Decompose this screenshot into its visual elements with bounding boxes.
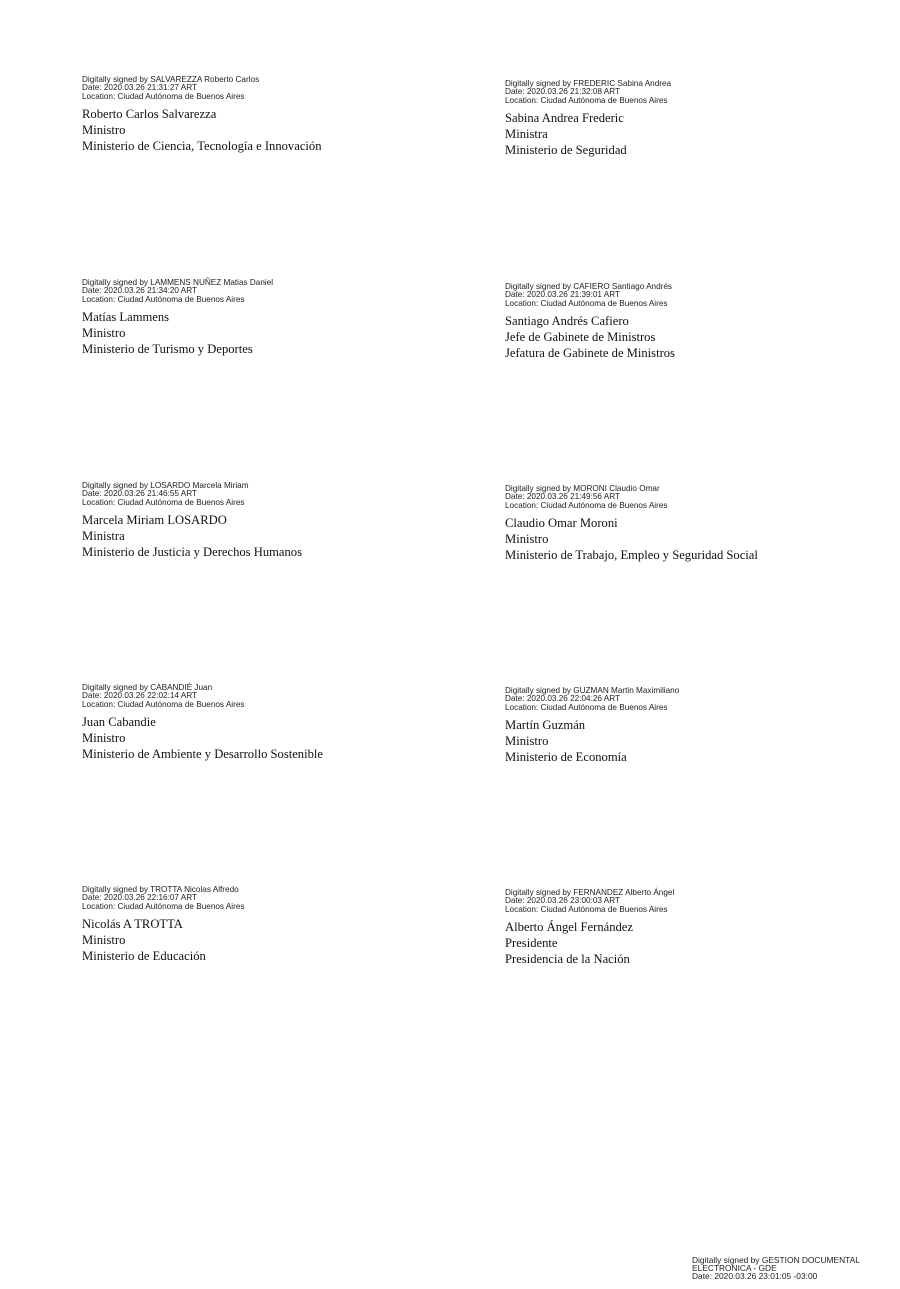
signature-date: Date: 2020.03.26 21:39:01 ART xyxy=(505,290,621,300)
gde-signature-date: Date: 2020.03.26 23:01:05 -03:00 xyxy=(692,1271,818,1282)
signature-block xyxy=(505,283,675,361)
signer-office: Ministerio de Turismo y Deportes xyxy=(82,342,253,357)
digital-signature-stamp xyxy=(82,886,245,911)
signature-location: Location: Ciudad Autónoma de Buenos Aires xyxy=(505,904,668,914)
signer-name: Matías Lammens xyxy=(82,310,170,325)
signer-name: Martín Guzmán xyxy=(505,718,586,733)
signer-role: Ministro xyxy=(82,326,126,341)
signature-location: Location: Ciudad Autónoma de Buenos Aires xyxy=(82,91,245,101)
signer-office: Ministerio de Justicia y Derechos Humanos xyxy=(82,545,302,560)
signature-date: Date: 2020.03.26 22:02:14 ART xyxy=(82,691,198,701)
signer-name: Juan Cabandie xyxy=(82,715,156,730)
signer-name: Nicolás A TROTTA xyxy=(82,917,183,932)
digital-signature-stamp xyxy=(505,485,758,510)
signer-role: Ministro xyxy=(505,532,549,547)
signer-role: Ministra xyxy=(505,127,548,142)
digital-signature-stamp xyxy=(82,684,323,709)
signer-role: Ministro xyxy=(505,734,549,749)
signer-role: Jefe de Gabinete de Ministros xyxy=(505,330,656,345)
signer-role: Ministro xyxy=(82,123,126,138)
signed-by-line: Digitally signed by GUZMAN Martin Maximiliano xyxy=(505,686,680,695)
signer-office: Ministerio de Ambiente y Desarrollo Sostenible xyxy=(82,747,323,762)
signature-date: Date: 2020.03.26 21:32:08 ART xyxy=(505,87,621,97)
signed-by-line: Digitally signed by LOSARDO Marcela Miriam xyxy=(82,481,249,490)
signed-by-line: Digitally signed by CABANDIÉ Juan xyxy=(82,683,213,692)
signature-date: Date: 2020.03.26 21:49:56 ART xyxy=(505,492,621,502)
signer-office: Jefatura de Gabinete de Ministros xyxy=(505,346,675,361)
signer-name: Alberto Ángel Fernández xyxy=(505,920,633,935)
digital-signature-stamp xyxy=(505,687,679,712)
gde-signature-stamp xyxy=(692,1256,860,1281)
signer-role: Ministra xyxy=(82,529,125,544)
signer-name: Marcela Miriam LOSARDO xyxy=(82,513,227,528)
signed-by-line: Digitally signed by FERNANDEZ Alberto Ángel xyxy=(505,888,675,897)
signature-block xyxy=(505,485,758,563)
signed-by-line: Digitally signed by MORONI Claudio Omar xyxy=(505,484,660,493)
signer-office: Ministerio de Economía xyxy=(505,750,627,765)
signed-by-line: Digitally signed by SALVAREZZA Roberto Carlos xyxy=(82,75,260,84)
signature-date: Date: 2020.03.26 21:46:55 ART xyxy=(82,489,198,499)
signer-role: Presidente xyxy=(505,936,558,951)
signature-block xyxy=(505,687,679,765)
signature-location: Location: Ciudad Autónoma de Buenos Aires xyxy=(82,497,245,507)
signature-date: Date: 2020.03.26 22:16:07 ART xyxy=(82,893,198,903)
digital-signature-stamp xyxy=(82,76,322,101)
signer-office: Ministerio de Seguridad xyxy=(505,143,627,158)
signature-location: Location: Ciudad Autónoma de Buenos Aires xyxy=(82,699,245,709)
signer-office: Ministerio de Ciencia, Tecnología e Innovación xyxy=(82,139,322,154)
signed-by-line: Digitally signed by FREDERIC Sabina Andrea xyxy=(505,79,672,88)
signer-office: Ministerio de Educación xyxy=(82,949,206,964)
digital-signature-stamp xyxy=(505,283,675,308)
signed-by-line: Digitally signed by CAFIERO Santiago Andrés xyxy=(505,282,673,291)
signature-block xyxy=(505,889,674,967)
signer-name: Roberto Carlos Salvarezza xyxy=(82,107,217,122)
signature-block xyxy=(82,76,322,154)
signed-by-line: Digitally signed by LAMMENS NUÑEZ Matias Daniel xyxy=(82,278,274,287)
signer-name: Santiago Andrés Cafiero xyxy=(505,314,629,329)
digital-signature-stamp xyxy=(505,80,671,105)
signature-location: Location: Ciudad Autónoma de Buenos Aires xyxy=(505,702,668,712)
signature-block xyxy=(82,684,323,762)
signature-block xyxy=(82,886,245,964)
signature-location: Location: Ciudad Autónoma de Buenos Aires xyxy=(82,294,245,304)
signature-location: Location: Ciudad Autónoma de Buenos Aires xyxy=(505,298,668,308)
signature-location: Location: Ciudad Autónoma de Buenos Aires xyxy=(82,901,245,911)
digital-signature-stamp xyxy=(82,279,273,304)
signature-block xyxy=(505,80,671,158)
signature-date: Date: 2020.03.26 21:31:27 ART xyxy=(82,83,198,93)
gde-signed-by-line-2: ELECTRONICA - GDE xyxy=(692,1263,777,1274)
gde-signed-by-line: Digitally signed by GESTION DOCUMENTAL xyxy=(692,1255,860,1265)
signed-by-line: Digitally signed by TROTTA Nicolas Alfredo xyxy=(82,885,239,894)
signature-block xyxy=(82,482,302,560)
signature-location: Location: Ciudad Autónoma de Buenos Aires xyxy=(505,95,668,105)
signer-name: Sabina Andrea Frederic xyxy=(505,111,624,126)
digital-signature-stamp xyxy=(82,482,302,507)
digital-signature-stamp xyxy=(505,889,674,914)
signature-date: Date: 2020.03.26 23:00:03 ART xyxy=(505,896,621,906)
signer-office: Ministerio de Trabajo, Empleo y Seguridad Social xyxy=(505,548,758,563)
signature-date: Date: 2020.03.26 21:34:20 ART xyxy=(82,286,198,296)
signature-date: Date: 2020.03.26 22:04:26 ART xyxy=(505,694,621,704)
signer-name: Claudio Omar Moroni xyxy=(505,516,618,531)
signature-block xyxy=(82,279,273,357)
signature-location: Location: Ciudad Autónoma de Buenos Aires xyxy=(505,500,668,510)
signer-role: Ministro xyxy=(82,731,126,746)
signer-office: Presidencia de la Nación xyxy=(505,952,630,967)
signer-role: Ministro xyxy=(82,933,126,948)
